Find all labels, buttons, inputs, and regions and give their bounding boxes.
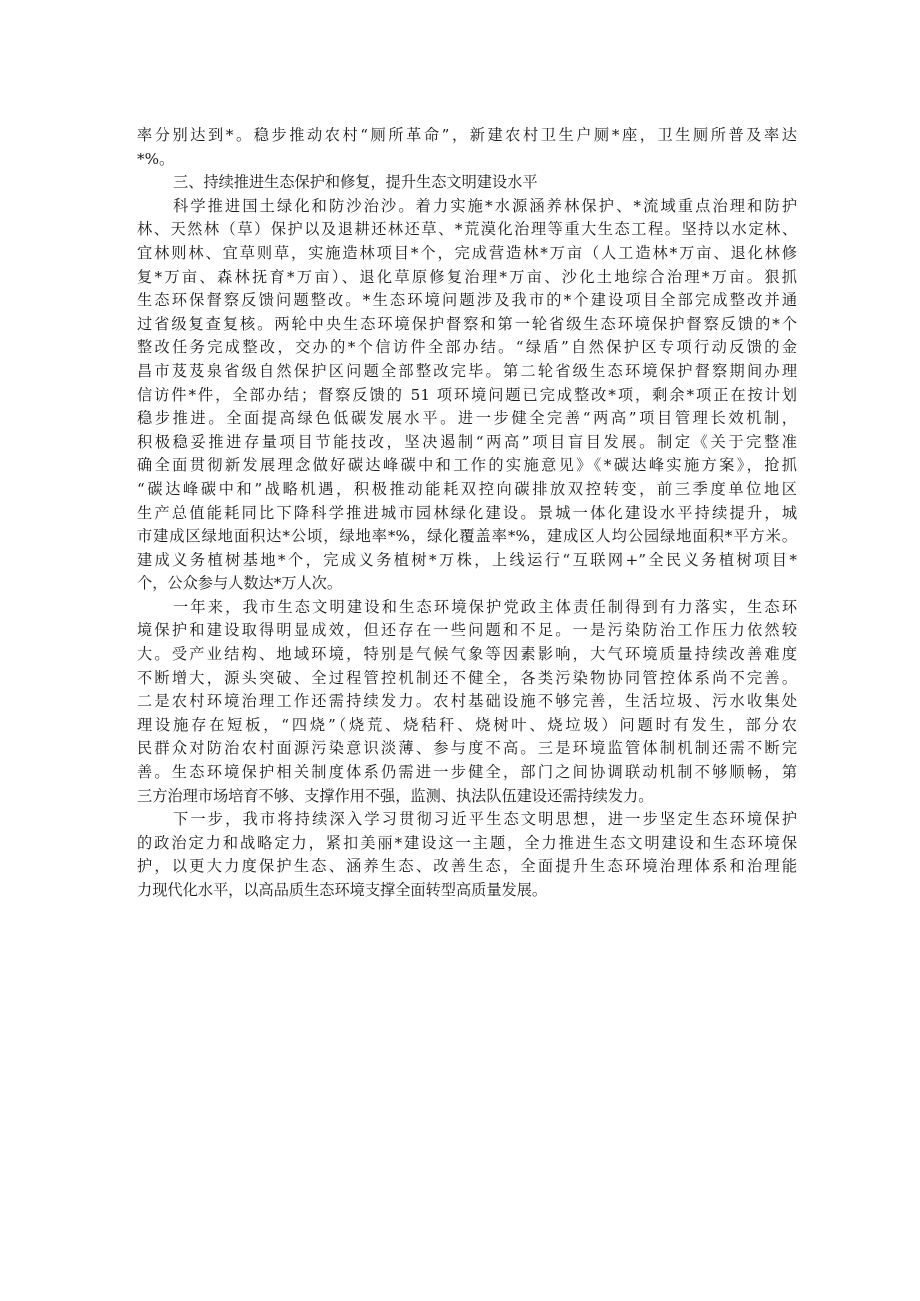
line-text: 过省级复查复核。两轮中央生态环境保护督察和第一轮省级生态环境保护督察反馈的*个 (137, 314, 797, 333)
line-text: 三方治理市场培育不够、支撑作用不强，监测、执法队伍建设还需持续发力。 (137, 786, 654, 805)
line-text: 林、天然林（草）保护以及退耕还林还草、*荒漠化治理等重大生态工程。坚持以水定林、 (137, 220, 797, 239)
line-text: 不断增大，源头突破、全过程管控机制还不健全，各类污染物协同管控体系尚不完善。 (137, 668, 797, 687)
text-line (137, 454, 797, 478)
line-text: 整改任务完成整改，交办的*个信访件全部办结。“绿盾”自然保护区专项行动反馈的金 (137, 338, 797, 357)
section-heading (137, 171, 797, 195)
line-text: 率分别达到*。稳步推动农村“厕所革命”，新建农村卫生户厕*座，卫生厕所普及率达 (137, 126, 797, 144)
text-line (137, 242, 797, 266)
paragraph (137, 124, 797, 171)
text-line (137, 148, 797, 172)
text-line (137, 785, 797, 809)
line-text: 民群众对防治农村面源污染意识淡薄、参与度不高。三是环境监管体制机制还需不断完 (137, 739, 797, 758)
text-line (137, 596, 797, 620)
text-line (137, 478, 797, 502)
paragraph (137, 596, 797, 808)
text-line (137, 737, 797, 761)
text-line (137, 218, 797, 242)
text-line (137, 407, 797, 431)
line-text: 昌市芨芨泉省级自然保护区问题全部整改完毕。第二轮省级生态环境保护督察期间办理 (137, 361, 797, 380)
text-line (137, 572, 797, 596)
document-page (137, 124, 797, 903)
text-line (137, 761, 797, 785)
line-text: 生产总值能耗同比下降科学推进城市园林绿化建设。景城一体化建设水平持续提升，城 (137, 503, 797, 522)
line-text: 建成义务植树基地*个，完成义务植树*万株，上线运行“互联网+”全民义务植树项目* (137, 550, 797, 569)
line-text: 三、持续推进生态保护和修复，提升生态文明建设水平 (173, 173, 538, 192)
text-line (137, 266, 797, 290)
text-line (137, 832, 797, 856)
line-text: 大。受产业结构、地域环境，特别是气候气象等因素影响，大气环境质量持续改善难度 (137, 645, 797, 664)
line-text: 力现代化水平，以高品质生态环境支撑全面转型高质量发展。 (137, 881, 548, 899)
line-text: 生态环保督察反馈问题整改。*生态环境问题涉及我市的*个建设项目全部完成整改并通 (137, 291, 797, 310)
text-line (137, 667, 797, 691)
text-line (137, 384, 797, 408)
line-text: *%。 (137, 149, 175, 168)
line-text: 积极稳妥推进存量项目节能技改，坚决遏制“两高”项目盲目发展。制定《关于完整准 (137, 432, 797, 451)
text-line (137, 171, 797, 195)
text-line (137, 549, 797, 573)
line-text: 信访件*件，全部办结；督察反馈的 51 项环境问题已完成整改*项，剩余*项正在按计划 (137, 385, 797, 404)
line-text: 善。生态环境保护相关制度体系仍需进一步健全，部门之间协调联动机制不够顺畅，第 (137, 763, 797, 782)
text-line (137, 855, 797, 879)
line-text: “碳达峰碳中和”战略机遇，积极推动能耗双控向碳排放双控转变，前三季度单位地区 (137, 479, 797, 498)
text-line (137, 619, 797, 643)
line-text: 境保护和建设取得明显成效，但还存在一些问题和不足。一是污染防治工作压力依然较 (137, 621, 797, 640)
line-text: 护，以更大力度保护生态、涵养生态、改善生态，全面提升生态环境治理体系和治理能 (137, 857, 797, 876)
line-text: 二是农村环境治理工作还需持续发力。农村基础设施不够完善，生活垃圾、污水收集处 (137, 692, 797, 711)
text-line (137, 643, 797, 667)
text-line (137, 808, 797, 832)
text-line (137, 502, 797, 526)
text-line (137, 431, 797, 455)
text-line (137, 714, 797, 738)
line-text: 市建成区绿地面积达*公顷，绿地率*%，绿化覆盖率*%，建成区人均公园绿地面积*平方米。 (137, 527, 797, 546)
line-text: 确全面贯彻新发展理念做好碳达峰碳中和工作的实施意见》《*碳达峰实施方案》，抢抓 (137, 456, 797, 475)
text-line (137, 525, 797, 549)
line-text: 理设施存在短板，“四烧”（烧荒、烧秸秆、烧树叶、烧垃圾）问题时有发生，部分农 (137, 715, 797, 734)
text-line (137, 313, 797, 337)
text-line (137, 289, 797, 313)
paragraph (137, 195, 797, 596)
line-text: 复*万亩、森林抚育*万亩）、退化草原修复治理*万亩、沙化土地综合治理*万亩。狠抓 (137, 267, 797, 286)
line-text: 稳步推进。全面提高绿色低碳发展水平。进一步健全完善“两高”项目管理长效机制， (137, 409, 797, 428)
text-line (137, 360, 797, 384)
text-line (137, 124, 797, 148)
line-text: 的政治定力和战略定力，紧扣美丽*建设这一主题，全力推进生态文明建设和生态环境保 (137, 833, 797, 852)
line-text: 宜林则林、宜草则草，实施造林项目*个，完成营造林*万亩（人工造林*万亩、退化林修 (137, 243, 797, 262)
line-text: 一年来，我市生态文明建设和生态环境保护党政主体责任制得到有力落实，生态环 (173, 597, 797, 616)
paragraph (137, 808, 797, 902)
line-text: 个，公众参与人数达*万人次。 (137, 574, 343, 593)
text-line (137, 690, 797, 714)
line-text: 科学推进国土绿化和防沙治沙。着力实施*水源涵养林保护、*流域重点治理和防护 (173, 196, 797, 215)
text-line (137, 336, 797, 360)
text-line (137, 879, 797, 903)
text-line (137, 195, 797, 219)
line-text: 下一步，我市将持续深入学习贯彻习近平生态文明思想，进一步坚定生态环境保护 (173, 810, 797, 829)
